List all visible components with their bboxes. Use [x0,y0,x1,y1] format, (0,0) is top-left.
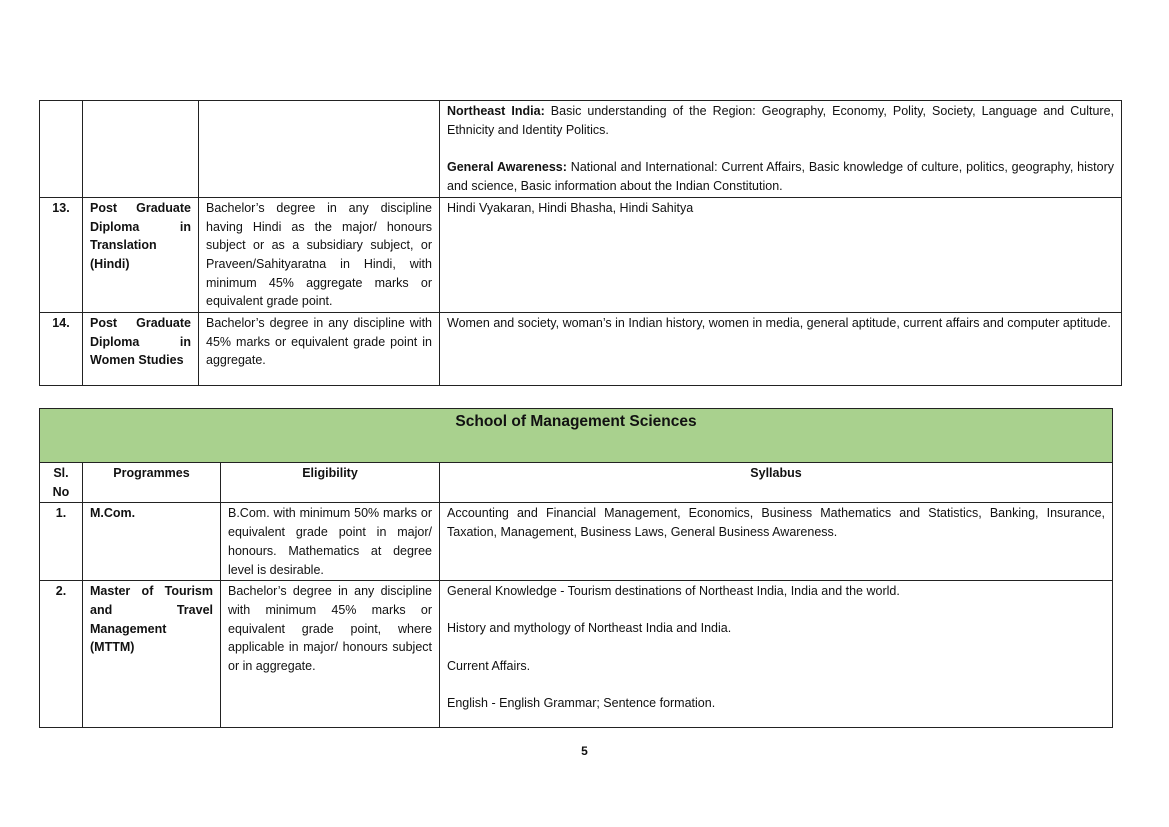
section-title: School of Management Sciences [40,409,1113,463]
programme-name: Post Graduate Diploma in Translation (Hindi) [83,197,199,312]
header-syllabus: Syllabus [440,463,1113,503]
eligibility-text: Bachelor’s degree in any discipline with 45% marks or equivalent grade point in aggregate. [199,313,440,386]
eligibility-text: B.Com. with minimum 50% marks or equivalent grade point in major/ honours. Mathematics at degree level is desirable. [221,503,440,581]
syllabus-line: Current Affairs. [447,658,531,673]
syllabus-text: Accounting and Financial Management, Economics, Business Mathematics and Statistics, Banking, Insurance, Taxation, Management, Business Laws, General Business Awareness. [440,503,1113,581]
table-row [40,503,1113,581]
page-number: 5 [581,744,588,758]
serial-number: 2. [40,581,83,728]
programme-name: Post Graduate Diploma in Women Studies [83,313,199,386]
serial-number: 1. [40,503,83,581]
syllabus-text: Hindi Vyakaran, Hindi Bhasha, Hindi Sahitya [440,197,1122,312]
programme-table-continued [39,100,1122,386]
serial-number: 13. [40,197,83,312]
general-awareness-topic [447,158,1114,195]
column-header-row [40,463,1113,503]
header-eligibility: Eligibility [221,463,440,503]
syllabus-cell [440,581,1113,728]
serial-number: 14. [40,313,83,386]
programme-name: M.Com. [83,503,221,581]
syllabus-cell [440,101,1122,198]
header-sl-no: Sl. No [40,463,83,503]
table-row [40,313,1122,386]
section-header-row [40,409,1113,463]
topic-label: Northeast India: [447,104,545,118]
management-sciences-table [39,408,1113,728]
eligibility-text: Bachelor’s degree in any discipline with minimum 45% marks or equivalent grade point, where applicable in major/ honours subject or in aggregate. [221,581,440,728]
syllabus-line: General Knowledge - Tourism destinations of Northeast India, India and the world. [447,584,900,599]
northeast-india-topic [447,102,1114,139]
topic-text: Basic understanding of the Region: Geography, Economy, Polity, Society, Language and Culture, Ethnicity and Identity Politics. [447,104,1114,137]
syllabus-line: English - English Grammar; Sentence formation. [447,695,716,710]
table-row [40,581,1113,728]
empty-cell [83,101,199,198]
syllabus-line: History and mythology of Northeast India and India. [447,621,732,636]
programme-name: Master of Tourism and Travel Management (MTTM) [83,581,221,728]
empty-cell [40,101,83,198]
empty-cell [199,101,440,198]
eligibility-text: Bachelor’s degree in any discipline having Hindi as the major/ honours subject or as a subsidiary subject, or Praveen/Sahityaratna in Hindi, with minimum 45% aggregate marks or equivalent grade point. [199,197,440,312]
table-row [40,101,1122,198]
topic-text: National and International: Current Affairs, Basic knowledge of culture, politics, geography, history and science, Basic information about the Indian Constitution. [447,160,1114,194]
topic-label: General Awareness: [447,160,567,175]
table-row [40,197,1122,312]
header-programmes: Programmes [83,463,221,503]
syllabus-text: Women and society, woman’s in Indian history, women in media, general aptitude, current affairs and computer aptitude. [440,313,1122,386]
